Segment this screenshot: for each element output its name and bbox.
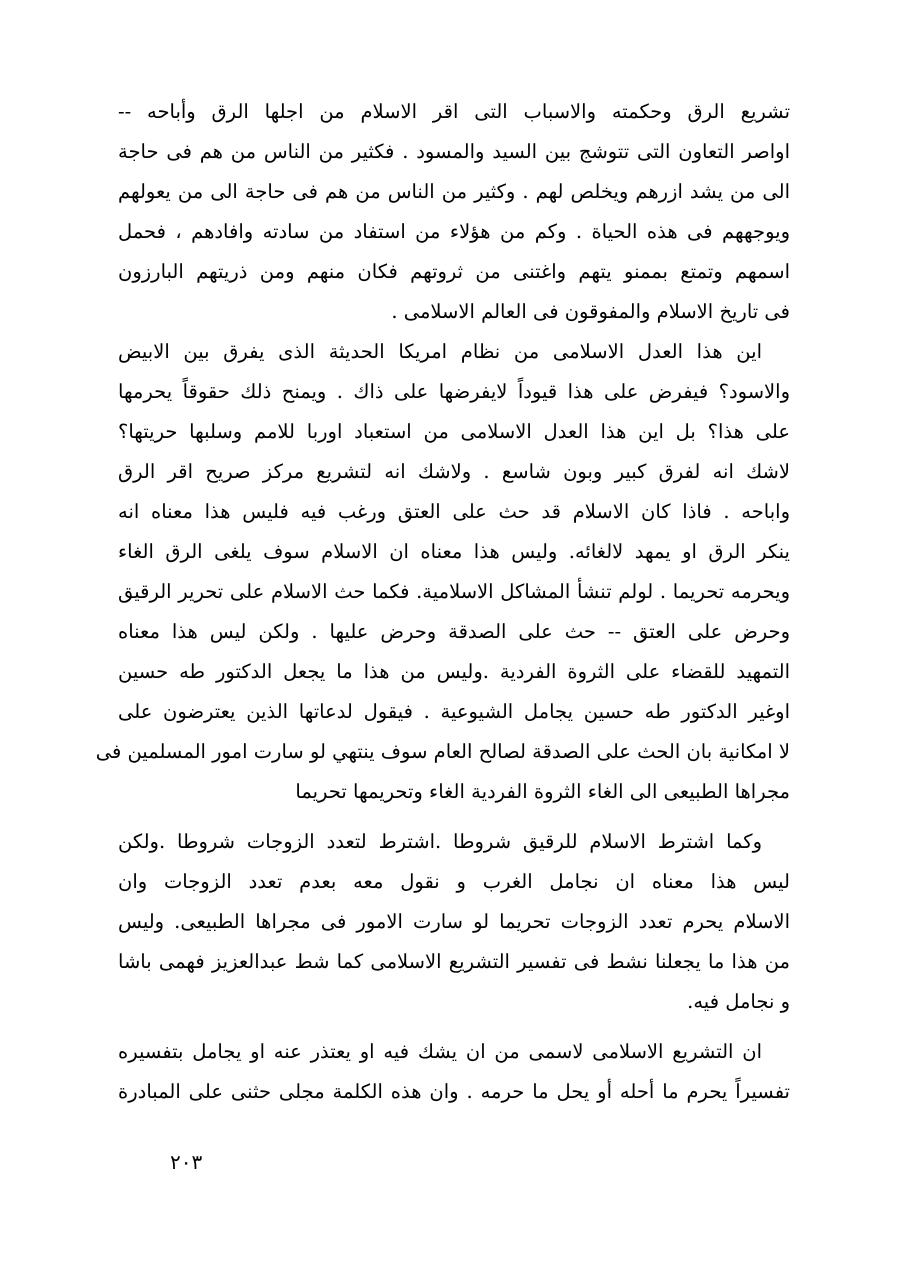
text-line: ان التشريع الاسلامى لاسمى من ان يشك فيه او يعتذر عنه او يجامل بتفسيره [118,1040,762,1063]
text-line: التمهيد للقضاء على الثروة الفردية .وليس من هذا ما يجعل الدكتور طه حسين [118,660,790,683]
text-line: على هذا؟ بل اين هذا العدل الاسلامى من استعباد اوربا للامم وسلبها حريتها؟ [118,420,790,443]
text-line: لاشك انه لفرق كبير وبون شاسع . ولاشك انه لتشريع مركز صريح اقر الرق [118,460,790,483]
text-line: الاسلام يحرم تعدد الزوجات تحريما لو سارت الامور فى مجراها الطبيعى. وليس [118,910,790,933]
text-line: تفسيراً يحرم ما أحله أو يحل ما حرمه . وان هذه الكلمة مجلى حثنى على المبادرة [118,1080,790,1103]
text-line: مجراها الطبيعى الى الغاء الثروة الفردية الغاء وتحريمها تحريما [295,780,790,803]
text-line: ويحرمه تحريما . لولم تنشأ المشاكل الاسلامية. فكما حث الاسلام على تحرير الرقيق [118,580,790,603]
text-line: وكما اشترط الاسلام للرقيق شروطا .اشترط لتعدد الزوجات شروطا .ولكن [118,830,762,853]
text-line: والاسود؟ فيفرض على هذا قيوداً لايفرضها على ذاك . ويمنح ذلك حقوقاً يحرمها [118,380,790,403]
text-line: ينكر الرق او يمهد لالغائه. وليس هذا معناه ان الاسلام سوف يلغى الرق الغاء [118,540,790,563]
paragraph-1 [118,92,790,332]
text-line: اوغير الدكتور طه حسين يجامل الشيوعية . فيقول لدعاتها الذين يعترضون على [118,700,790,723]
paragraph-gap [118,812,790,822]
text-line: اين هذا العدل الاسلامى من نظام امريكا الحديثة الذى يفرق بين الابيض [118,340,762,363]
text-line: ويوجههم فى هذه الحياة . وكم من هؤلاء من استفاد من سادته وافادهم ، فحمل [118,220,790,243]
document-page [95,92,790,1192]
text-line: واباحه . فاذا كان الاسلام قد حث على العتق ورغب فيه فليس هذا معناه انه [118,500,790,523]
text-line: فى تاريخ الاسلام والمفوقون فى العالم الاسلامى . [391,300,790,323]
text-line: لا امكانية بان الحث على الصدقة لصالح العام سوف ينتهي لو سارت امور المسلمين فى [95,740,790,763]
text-line: و نجامل فيه. [687,990,790,1013]
text-line: اواصر التعاون التى تتوشج بين السيد والمسود . فكثير من الناس من هم فى حاجة [118,140,790,163]
paragraph-gap [118,1022,790,1032]
page-number: ٢٠٣ [170,1150,203,1174]
paragraph-3 [118,822,790,1022]
text-line: الى من يشد ازرهم ويخلص لهم . وكثير من الناس من هم فى حاجة الى من يعولهم [118,180,790,203]
text-line: اسمهم وتمتع بممنو يتهم واغتنى من ثروتهم فكان منهم ومن ذريتهم البارزون [118,260,790,283]
text-line: وحرض على العتق -- حث على الصدقة وحرض عليها . ولكن ليس هذا معناه [118,620,790,643]
paragraph-2 [95,332,790,812]
text-line: تشريع الرق وحكمته والاسباب التى اقر الاسلام من اجلها الرق وأباحه -- [118,100,790,123]
paragraph-4 [118,1032,790,1112]
text-line: من هذا ما يجعلنا نشط فى تفسير التشريع الاسلامى كما شط عبدالعزيز فهمى باشا [118,950,790,973]
text-line: ليس هذا معناه ان نجامل الغرب و نقول معه بعدم تعدد الزوجات وان [118,870,790,893]
